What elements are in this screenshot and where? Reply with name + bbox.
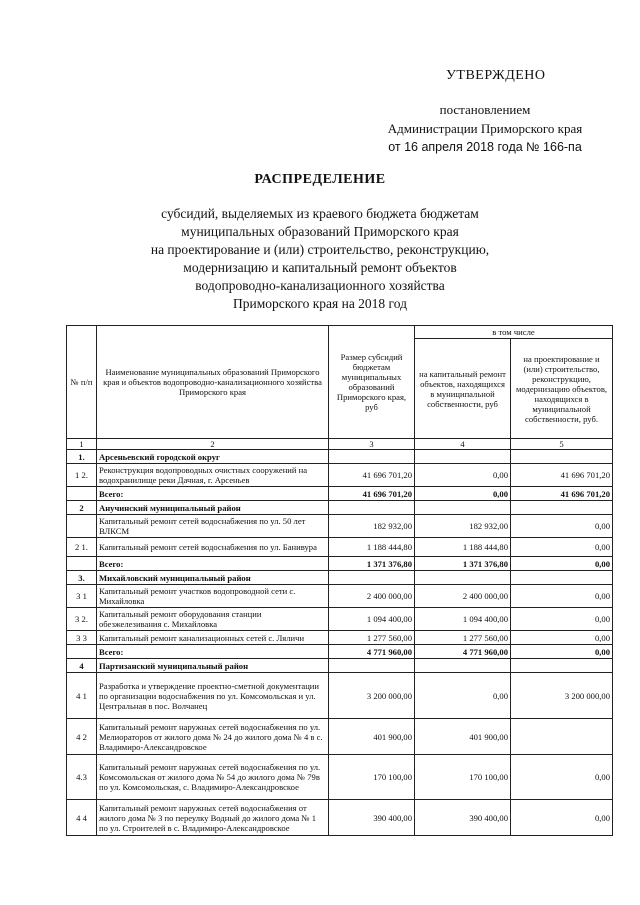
cell-design (511, 659, 613, 673)
header-including: в том числе (415, 326, 613, 339)
cell-design (511, 571, 613, 585)
object-name: Капитальный ремонт наружных сетей водоснабжения по ул. Комсомольская от жилого дома № 54 до жилого дома № 79в по ул. Комсомольская, с. Владимиро-Александровское (97, 755, 329, 800)
table-row (67, 800, 613, 836)
section-row (67, 450, 613, 464)
row-number: 4 2 (67, 719, 97, 755)
cell-design: 0,00 (511, 515, 613, 538)
cell-repair: 1 371 376,80 (415, 557, 511, 571)
cell-total (329, 659, 415, 673)
cell-total: 41 696 701,20 (329, 464, 415, 487)
cell-total: 1 371 376,80 (329, 557, 415, 571)
table-row (67, 538, 613, 557)
cell-total: 3 200 000,00 (329, 673, 415, 719)
table-row (67, 755, 613, 800)
object-name: Реконструкция водопроводных очистных сооружений на водохранилище реки Дачная, г. Арсеньев (97, 464, 329, 487)
cell-design: 0,00 (511, 631, 613, 645)
section-name: Анучинский муниципальный район (97, 501, 329, 515)
cell-design: 0,00 (511, 608, 613, 631)
object-name: Капитальный ремонт наружных сетей водоснабжения по ул. Мелиораторов от жилого дома № 24 до жилого дома № 4 в с. Владимиро-Александровское (97, 719, 329, 755)
section-name: Партизанский муниципальный район (97, 659, 329, 673)
table-row (67, 673, 613, 719)
cell-total (329, 450, 415, 464)
row-number: 2 1. (67, 538, 97, 557)
cell-design: 0,00 (511, 585, 613, 608)
approval-reference (360, 100, 610, 157)
row-number: 2 (67, 501, 97, 515)
approval-line-2: Администрации Приморского края (387, 121, 583, 136)
cell-total: 390 400,00 (329, 800, 415, 836)
document-title: РАСПРЕДЕЛЕНИЕ (254, 172, 386, 187)
header-total: Размер субсидий бюджетам муниципальных образований Приморского края, руб (329, 326, 415, 439)
header-num: № п/п (67, 326, 97, 439)
cell-repair (415, 501, 511, 515)
subtitle-line: водопроводно-канализационного хозяйства (195, 278, 445, 293)
row-number: 4 (67, 659, 97, 673)
cell-design: 0,00 (511, 538, 613, 557)
cell-repair: 1 094 400,00 (415, 608, 511, 631)
subtitle-line: Приморского края на 2018 год (233, 296, 407, 311)
row-number: 3 1 (67, 585, 97, 608)
subtitle-line: субсидий, выделяемых из краевого бюджета бюджетам (161, 206, 479, 221)
total-row (67, 487, 613, 501)
column-number: 4 (415, 439, 511, 450)
object-name: Капитальный ремонт оборудования станции обезжелезивания с. Михайловка (97, 608, 329, 631)
total-label: Всего: (97, 645, 329, 659)
cell-repair: 0,00 (415, 464, 511, 487)
object-name: Разработка и утверждение проектно-сметной документации по организации водоснабжения по ул. Комсомольская и ул. Центральная в пос. Волчанец (97, 673, 329, 719)
row-number: 4.3 (67, 755, 97, 800)
section-name: Михайловский муниципальный район (97, 571, 329, 585)
row-number: 3 2. (67, 608, 97, 631)
cell-design: 3 200 000,00 (511, 673, 613, 719)
cell-design: 0,00 (511, 645, 613, 659)
subtitle-line: модернизацию и капитальный ремонт объектов (183, 260, 457, 275)
object-name: Капитальный ремонт сетей водоснабжения по ул. 50 лет ВЛКСМ (97, 515, 329, 538)
cell-total: 1 277 560,00 (329, 631, 415, 645)
subsidy-table (66, 325, 613, 836)
approval-line-3: от 16 апреля 2018 года № 166-па (388, 140, 582, 154)
cell-design (511, 450, 613, 464)
total-label: Всего: (97, 487, 329, 501)
cell-repair: 182 932,00 (415, 515, 511, 538)
header-design: на проектирование и (или) строительство, реконструкцию, модернизацию объектов, находящихся в муниципальной собственности, руб. (511, 339, 613, 439)
row-number: 1 2. (67, 464, 97, 487)
section-row (67, 501, 613, 515)
cell-total: 2 400 000,00 (329, 585, 415, 608)
header-name: Наименование муниципальных образований Приморского края и объектов водопроводно-канализационного хозяйства Приморского края (97, 326, 329, 439)
table-row (67, 719, 613, 755)
cell-design (511, 501, 613, 515)
column-number: 3 (329, 439, 415, 450)
row-number: 3. (67, 571, 97, 585)
cell-design: 0,00 (511, 557, 613, 571)
table-row (67, 515, 613, 538)
cell-repair: 1 188 444,80 (415, 538, 511, 557)
section-row (67, 659, 613, 673)
row-number: 3 3 (67, 631, 97, 645)
cell-repair: 390 400,00 (415, 800, 511, 836)
row-number (67, 557, 97, 571)
document-subtitle (120, 205, 520, 313)
cell-repair: 0,00 (415, 487, 511, 501)
object-name: Капитальный ремонт наружных сетей водоснабжения от жилого дома № 3 по переулку Водный до жилого дома № 1 по ул. Строителей в с. Владимиро-Александровское (97, 800, 329, 836)
row-number: 1. (67, 450, 97, 464)
table-row (67, 464, 613, 487)
object-name: Капитальный ремонт участков водопроводной сети с. Михайловка (97, 585, 329, 608)
cell-repair (415, 571, 511, 585)
cell-total: 401 900,00 (329, 719, 415, 755)
approval-line-1: постановлением (439, 102, 531, 117)
column-number: 1 (67, 439, 97, 450)
cell-design (511, 719, 613, 755)
cell-repair: 4 771 960,00 (415, 645, 511, 659)
approved-stamp: УТВЕРЖДЕНО (446, 68, 546, 83)
object-name: Капитальный ремонт сетей водоснабжения по ул. Банивура (97, 538, 329, 557)
object-name: Капитальный ремонт канализационных сетей с. Ляличи (97, 631, 329, 645)
row-number (67, 645, 97, 659)
section-name: Арсеньевский городской округ (97, 450, 329, 464)
cell-total: 4 771 960,00 (329, 645, 415, 659)
cell-repair: 0,00 (415, 673, 511, 719)
subtitle-line: муниципальных образований Приморского края (181, 224, 459, 239)
total-row (67, 645, 613, 659)
table-body (67, 450, 613, 836)
cell-design: 0,00 (511, 800, 613, 836)
cell-repair: 401 900,00 (415, 719, 511, 755)
header-repair: на капитальный ремонт объектов, находящихся в муниципальной собственности, руб (415, 339, 511, 439)
cell-total: 1 094 400,00 (329, 608, 415, 631)
row-number (67, 487, 97, 501)
subtitle-line: на проектирование и (или) строительство, реконструкцию, (150, 242, 490, 257)
total-row (67, 557, 613, 571)
table-row (67, 608, 613, 631)
row-number: 4 4 (67, 800, 97, 836)
cell-repair: 2 400 000,00 (415, 585, 511, 608)
cell-design: 0,00 (511, 755, 613, 800)
cell-design: 41 696 701,20 (511, 464, 613, 487)
total-label: Всего: (97, 557, 329, 571)
section-row (67, 571, 613, 585)
row-number (67, 515, 97, 538)
cell-total (329, 571, 415, 585)
cell-repair: 170 100,00 (415, 755, 511, 800)
cell-total: 170 100,00 (329, 755, 415, 800)
cell-repair (415, 450, 511, 464)
cell-repair (415, 659, 511, 673)
column-number: 5 (511, 439, 613, 450)
column-number: 2 (97, 439, 329, 450)
table-row (67, 631, 613, 645)
cell-design: 41 696 701,20 (511, 487, 613, 501)
cell-repair: 1 277 560,00 (415, 631, 511, 645)
table-row (67, 585, 613, 608)
cell-total (329, 501, 415, 515)
cell-total: 1 188 444,80 (329, 538, 415, 557)
row-number: 4 1 (67, 673, 97, 719)
cell-total: 182 932,00 (329, 515, 415, 538)
cell-total: 41 696 701,20 (329, 487, 415, 501)
